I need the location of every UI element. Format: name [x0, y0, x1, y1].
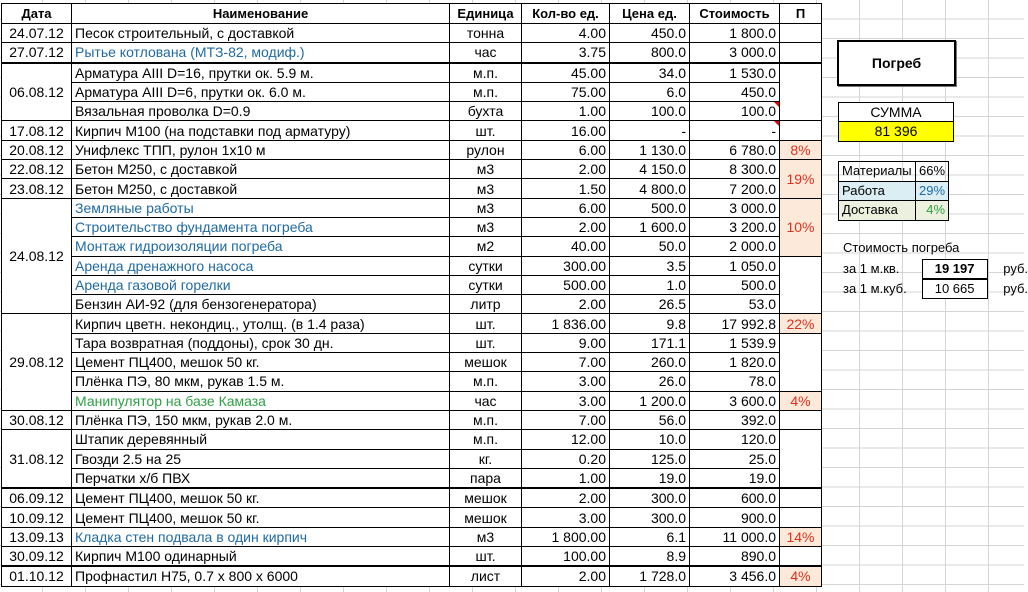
cost-cell[interactable]: 1 530.0 — [690, 63, 780, 83]
date-cell[interactable]: 10.09.12 — [2, 508, 72, 527]
table-row — [2, 24, 822, 43]
name-cell[interactable]: Бетон М250, с доставкой — [72, 179, 450, 198]
qty-cell[interactable]: 1.00 — [522, 468, 610, 488]
cost-per-unit-title: Стоимость погреба — [843, 240, 960, 255]
cost-cell[interactable]: 3 000.0 — [690, 43, 780, 63]
unit-cell[interactable]: м3 — [450, 160, 522, 179]
table-row — [2, 333, 822, 352]
date-cell[interactable]: 29.08.12 — [2, 314, 72, 410]
qty-cell[interactable]: 2.00 — [522, 217, 610, 236]
cost-cell[interactable]: 3 456.0 — [690, 566, 780, 586]
cost-per-sq-label: за 1 м.кв. — [843, 261, 900, 276]
unit-cell[interactable]: час — [450, 43, 522, 63]
price-cell[interactable]: 1.0 — [610, 275, 690, 294]
name-cell[interactable]: Бетон М250, с доставкой — [72, 160, 450, 179]
qty-cell[interactable]: 2.00 — [522, 566, 610, 586]
name-cell[interactable]: Тара возвратная (поддоны), срок 30 дн. — [72, 333, 450, 352]
name-cell[interactable]: Штапик деревянный — [72, 430, 450, 449]
price-cell[interactable]: 8.9 — [610, 547, 690, 567]
percent-cell[interactable]: 4% — [780, 566, 822, 586]
qty-cell[interactable]: 9.00 — [522, 333, 610, 352]
comment-marker-icon — [774, 121, 779, 126]
name-cell[interactable]: Кладка стен подвала в один кирпич — [72, 527, 450, 546]
name-cell[interactable]: Плёнка ПЭ, 80 мкм, рукав 1.5 м. — [72, 372, 450, 391]
qty-cell[interactable]: 40.00 — [522, 237, 610, 256]
share-value-delivery[interactable]: 4% — [916, 201, 949, 221]
cost-cell[interactable]: 1 539.9 — [690, 333, 780, 352]
date-cell[interactable]: 27.07.12 — [2, 43, 72, 63]
qty-cell[interactable]: 500.00 — [522, 275, 610, 294]
percent-cell[interactable] — [780, 24, 822, 43]
cost-cell[interactable]: 7 200.0 — [690, 179, 780, 198]
cost-cell[interactable]: 2 000.0 — [690, 237, 780, 256]
cost-cell[interactable]: 900.0 — [690, 508, 780, 527]
table-row — [2, 43, 822, 63]
cost-cell[interactable]: 17 992.8 — [690, 314, 780, 333]
percent-cell[interactable] — [780, 256, 822, 314]
price-cell[interactable]: 34.0 — [610, 63, 690, 83]
name-cell[interactable]: Перчатки х/б ПВХ — [72, 468, 450, 488]
sum-label[interactable]: СУММА — [838, 102, 954, 123]
cost-value: 100.0 — [740, 103, 776, 120]
cost-cell[interactable]: 1 820.0 — [690, 353, 780, 372]
table-row — [2, 410, 822, 429]
percent-cell[interactable] — [780, 333, 822, 391]
table-row — [2, 566, 822, 586]
name-cell[interactable]: Манипулятор на базе Камаза — [72, 391, 450, 410]
date-cell[interactable]: 24.07.12 — [2, 24, 72, 43]
percent-cell[interactable] — [780, 430, 822, 488]
percent-cell[interactable] — [780, 508, 822, 527]
unit-cell[interactable]: мешок — [450, 488, 522, 508]
qty-cell[interactable]: 7.00 — [522, 410, 610, 429]
unit-cell[interactable]: м.п. — [450, 82, 522, 101]
table-row — [2, 372, 822, 391]
share-label-work[interactable]: Работа — [839, 181, 916, 201]
name-cell[interactable]: Кирпич цветн. некондиц., утолщ. (в 1.4 раза) — [72, 314, 450, 333]
cost-per-sq-value[interactable]: 19 197 — [922, 259, 988, 279]
percent-cell[interactable]: 8% — [780, 140, 822, 159]
date-cell[interactable]: 30.09.12 — [2, 547, 72, 567]
price-cell[interactable]: 4 150.0 — [610, 160, 690, 179]
cost-per-cub-unit: руб. — [1003, 281, 1028, 296]
cost-per-sq-unit: руб. — [1003, 261, 1028, 276]
price-cell[interactable]: 10.0 — [610, 430, 690, 449]
price-cell[interactable]: 1 200.0 — [610, 391, 690, 410]
table-row — [2, 488, 822, 508]
price-cell[interactable]: 1 728.0 — [610, 566, 690, 586]
price-cell[interactable]: 100.0 — [610, 102, 690, 121]
price-cell[interactable]: 3.5 — [610, 256, 690, 275]
table-row — [2, 314, 822, 333]
price-cell[interactable]: 450.0 — [610, 24, 690, 43]
qty-cell[interactable]: 3.00 — [522, 391, 610, 410]
qty-cell[interactable]: 16.00 — [522, 121, 610, 140]
cost-cell[interactable]: 600.0 — [690, 488, 780, 508]
unit-cell[interactable]: кг. — [450, 449, 522, 468]
qty-cell[interactable]: 1.00 — [522, 102, 610, 121]
table-row — [2, 140, 822, 159]
qty-cell[interactable]: 75.00 — [522, 82, 610, 101]
share-row — [839, 201, 949, 221]
name-cell[interactable]: Аренда дренажного насоса — [72, 256, 450, 275]
table-row — [2, 391, 822, 410]
table-row — [2, 217, 822, 236]
unit-cell[interactable]: м3 — [450, 179, 522, 198]
percent-cell[interactable] — [780, 63, 822, 121]
share-row — [839, 181, 949, 201]
header-p[interactable]: П — [780, 4, 822, 24]
cost-cell[interactable]: 8 300.0 — [690, 160, 780, 179]
name-cell[interactable]: Кирпич М100 (на подставки под арматуру) — [72, 121, 450, 140]
comment-marker-icon — [774, 102, 779, 107]
name-cell[interactable]: Вязальная проволка D=0.9 — [72, 102, 450, 121]
cost-cell[interactable]: 53.0 — [690, 295, 780, 314]
price-cell[interactable]: 26.5 — [610, 295, 690, 314]
name-cell[interactable]: Цемент ПЦ400, мешок 50 кг. — [72, 508, 450, 527]
price-cell[interactable]: 300.0 — [610, 488, 690, 508]
percent-cell[interactable] — [780, 121, 822, 140]
unit-cell[interactable]: лист — [450, 566, 522, 586]
unit-cell[interactable]: шт. — [450, 333, 522, 352]
unit-cell[interactable]: сутки — [450, 275, 522, 294]
name-cell[interactable]: Профнастил Н75, 0.7 х 800 х 6000 — [72, 566, 450, 586]
cost-per-cub-value[interactable]: 10 665 — [922, 279, 988, 299]
percent-cell[interactable] — [780, 410, 822, 429]
price-cell[interactable]: 1 130.0 — [610, 140, 690, 159]
table-row — [2, 508, 822, 527]
name-cell[interactable]: Цемент ПЦ400, мешок 50 кг. — [72, 488, 450, 508]
price-cell[interactable]: 26.0 — [610, 372, 690, 391]
cost-cell[interactable]: 19.0 — [690, 468, 780, 488]
unit-cell[interactable]: м.п. — [450, 63, 522, 83]
cost-per-sq-row — [843, 259, 1028, 278]
cost-share-table — [838, 161, 949, 221]
percent-cell[interactable]: 4% — [780, 391, 822, 410]
price-cell[interactable]: 260.0 — [610, 353, 690, 372]
unit-cell[interactable]: шт. — [450, 547, 522, 567]
unit-cell[interactable]: м2 — [450, 237, 522, 256]
cost-cell[interactable]: 1 050.0 — [690, 256, 780, 275]
unit-cell[interactable]: м3 — [450, 527, 522, 546]
qty-cell[interactable]: 3.75 — [522, 43, 610, 63]
unit-cell[interactable]: м3 — [450, 217, 522, 236]
qty-cell[interactable]: 4.00 — [522, 24, 610, 43]
price-cell[interactable]: 56.0 — [610, 410, 690, 429]
name-cell[interactable]: Гвозди 2.5 на 25 — [72, 449, 450, 468]
header-row — [2, 4, 822, 24]
name-cell[interactable]: Цемент ПЦ400, мешок 50 кг. — [72, 353, 450, 372]
percent-cell[interactable] — [780, 43, 822, 63]
name-cell[interactable]: Монтаж гидроизоляции погреба — [72, 237, 450, 256]
cost-cell[interactable]: 3 200.0 — [690, 217, 780, 236]
unit-cell[interactable]: бухта — [450, 102, 522, 121]
price-cell[interactable]: 500.0 — [610, 198, 690, 217]
percent-cell[interactable]: 10% — [780, 198, 822, 256]
cost-cell[interactable]: 392.0 — [690, 410, 780, 429]
qty-cell[interactable]: 2.00 — [522, 160, 610, 179]
qty-cell[interactable]: 1 800.00 — [522, 527, 610, 546]
table-row — [2, 63, 822, 83]
price-cell[interactable]: 19.0 — [610, 468, 690, 488]
qty-cell[interactable]: 6.00 — [522, 198, 610, 217]
share-label-delivery[interactable]: Доставка — [839, 201, 916, 221]
qty-cell[interactable]: 6.00 — [522, 140, 610, 159]
name-cell[interactable]: Аренда газовой горелки — [72, 275, 450, 294]
unit-cell[interactable]: м3 — [450, 198, 522, 217]
date-cell[interactable]: 24.08.12 — [2, 198, 72, 314]
cost-cell[interactable]: 450.0 — [690, 82, 780, 101]
qty-cell[interactable]: 7.00 — [522, 353, 610, 372]
qty-cell[interactable]: 1 836.00 — [522, 314, 610, 333]
cost-cell[interactable]: 6 780.0 — [690, 140, 780, 159]
price-cell[interactable]: 6.0 — [610, 82, 690, 101]
date-cell[interactable]: 06.09.12 — [2, 488, 72, 508]
name-cell[interactable]: Песок строительный, с доставкой — [72, 24, 450, 43]
name-cell[interactable]: Строительство фундамента погреба — [72, 217, 450, 236]
unit-cell[interactable]: час — [450, 391, 522, 410]
date-cell[interactable]: 01.10.12 — [2, 566, 72, 586]
unit-cell[interactable]: мешок — [450, 508, 522, 527]
cost-cell[interactable]: 120.0 — [690, 430, 780, 449]
unit-cell[interactable]: м.п. — [450, 410, 522, 429]
pogreb-button[interactable]: Погреб — [837, 40, 956, 86]
table-row — [2, 121, 822, 140]
table-row — [2, 237, 822, 256]
unit-cell[interactable]: сутки — [450, 256, 522, 275]
header-name[interactable]: Наименование — [72, 4, 450, 24]
sum-value[interactable]: 81 396 — [838, 121, 954, 142]
name-cell[interactable]: Плёнка ПЭ, 150 мкм, рукав 2.0 м. — [72, 410, 450, 429]
share-row — [839, 162, 949, 182]
table-row — [2, 430, 822, 449]
qty-cell[interactable]: 300.00 — [522, 256, 610, 275]
table-row — [2, 160, 822, 179]
qty-cell[interactable]: 12.00 — [522, 430, 610, 449]
table-row — [2, 275, 822, 294]
unit-cell[interactable]: тонна — [450, 24, 522, 43]
share-label-materials[interactable]: Материалы — [839, 162, 916, 182]
cost-cell[interactable]: 11 000.0 — [690, 527, 780, 546]
price-cell[interactable]: 171.1 — [610, 333, 690, 352]
table-row — [2, 468, 822, 488]
name-cell[interactable]: Арматура AIII D=16, прутки ок. 5.9 м. — [72, 63, 450, 83]
cost-cell[interactable]: 25.0 — [690, 449, 780, 468]
cost-per-cub-row — [843, 279, 1028, 298]
table-row — [2, 547, 822, 567]
cost-cell[interactable]: 890.0 — [690, 547, 780, 567]
unit-cell[interactable]: шт. — [450, 121, 522, 140]
date-cell[interactable]: 31.08.12 — [2, 430, 72, 488]
date-cell[interactable]: 22.08.12 — [2, 160, 72, 179]
date-cell[interactable]: 30.08.12 — [2, 410, 72, 429]
qty-cell[interactable]: 3.00 — [522, 372, 610, 391]
header-qty[interactable]: Кол-во ед. — [522, 4, 610, 24]
name-cell[interactable]: Арматура AIII D=6, прутки ок. 6.0 м. — [72, 82, 450, 101]
unit-cell[interactable]: м.п. — [450, 372, 522, 391]
percent-cell[interactable] — [780, 488, 822, 508]
table-row — [2, 527, 822, 546]
name-cell[interactable]: Земляные работы — [72, 198, 450, 217]
header-price[interactable]: Цена ед. — [610, 4, 690, 24]
cost-per-cub-label: за 1 м.куб. — [843, 281, 907, 296]
date-cell[interactable]: 13.09.13 — [2, 527, 72, 546]
expenses-table — [1, 3, 822, 587]
name-cell[interactable]: Бензин АИ-92 (для бензогенератора) — [72, 295, 450, 314]
header-unit[interactable]: Единица — [450, 4, 522, 24]
cost-cell[interactable] — [690, 102, 780, 121]
share-value-materials[interactable]: 66% — [916, 162, 949, 182]
price-cell[interactable]: 300.0 — [610, 508, 690, 527]
table-row — [2, 353, 822, 372]
cost-cell[interactable]: 1 800.0 — [690, 24, 780, 43]
cost-value: - — [771, 122, 776, 139]
percent-cell[interactable]: 22% — [780, 314, 822, 333]
price-cell[interactable]: - — [610, 121, 690, 140]
header-cost[interactable]: Стоимость — [690, 4, 780, 24]
price-cell[interactable]: 6.1 — [610, 527, 690, 546]
header-date[interactable]: Дата — [2, 4, 72, 24]
unit-cell[interactable]: пара — [450, 468, 522, 488]
name-cell[interactable]: Кирпич М100 одинарный — [72, 547, 450, 567]
unit-cell[interactable]: мешок — [450, 353, 522, 372]
table-row — [2, 82, 822, 101]
price-cell[interactable]: 9.8 — [610, 314, 690, 333]
price-cell[interactable]: 125.0 — [610, 449, 690, 468]
date-cell[interactable]: 06.08.12 — [2, 63, 72, 121]
price-cell[interactable]: 4 800.0 — [610, 179, 690, 198]
price-cell[interactable]: 800.0 — [610, 43, 690, 63]
qty-cell[interactable]: 2.00 — [522, 488, 610, 508]
name-cell[interactable]: Унифлекс ТПП, рулон 1х10 м — [72, 140, 450, 159]
unit-cell[interactable]: шт. — [450, 314, 522, 333]
qty-cell[interactable]: 100.00 — [522, 547, 610, 567]
unit-cell[interactable]: литр — [450, 295, 522, 314]
unit-cell[interactable]: рулон — [450, 140, 522, 159]
date-cell[interactable]: 23.08.12 — [2, 179, 72, 198]
percent-cell[interactable] — [780, 547, 822, 567]
qty-cell[interactable]: 2.00 — [522, 295, 610, 314]
share-value-work[interactable]: 29% — [916, 181, 949, 201]
qty-cell[interactable]: 3.00 — [522, 508, 610, 527]
cost-cell[interactable]: 3 600.0 — [690, 391, 780, 410]
table-row — [2, 198, 822, 217]
qty-cell[interactable]: 1.50 — [522, 179, 610, 198]
table-row — [2, 449, 822, 468]
qty-cell[interactable]: 45.00 — [522, 63, 610, 83]
table-row — [2, 102, 822, 121]
cost-cell[interactable] — [690, 121, 780, 140]
percent-cell[interactable]: 14% — [780, 527, 822, 546]
qty-cell[interactable]: 0.20 — [522, 449, 610, 468]
unit-cell[interactable]: м.п. — [450, 430, 522, 449]
table-row — [2, 295, 822, 314]
table-row — [2, 256, 822, 275]
percent-cell[interactable]: 19% — [780, 160, 822, 199]
cost-cell[interactable]: 78.0 — [690, 372, 780, 391]
name-cell[interactable]: Рытье котлована (МТЗ-82, модиф.) — [72, 43, 450, 63]
cost-cell[interactable]: 500.0 — [690, 275, 780, 294]
table-row — [2, 179, 822, 198]
date-cell[interactable]: 17.08.12 — [2, 121, 72, 140]
date-cell[interactable]: 20.08.12 — [2, 140, 72, 159]
cost-cell[interactable]: 3 000.0 — [690, 198, 780, 217]
price-cell[interactable]: 1 600.0 — [610, 217, 690, 236]
price-cell[interactable]: 50.0 — [610, 237, 690, 256]
